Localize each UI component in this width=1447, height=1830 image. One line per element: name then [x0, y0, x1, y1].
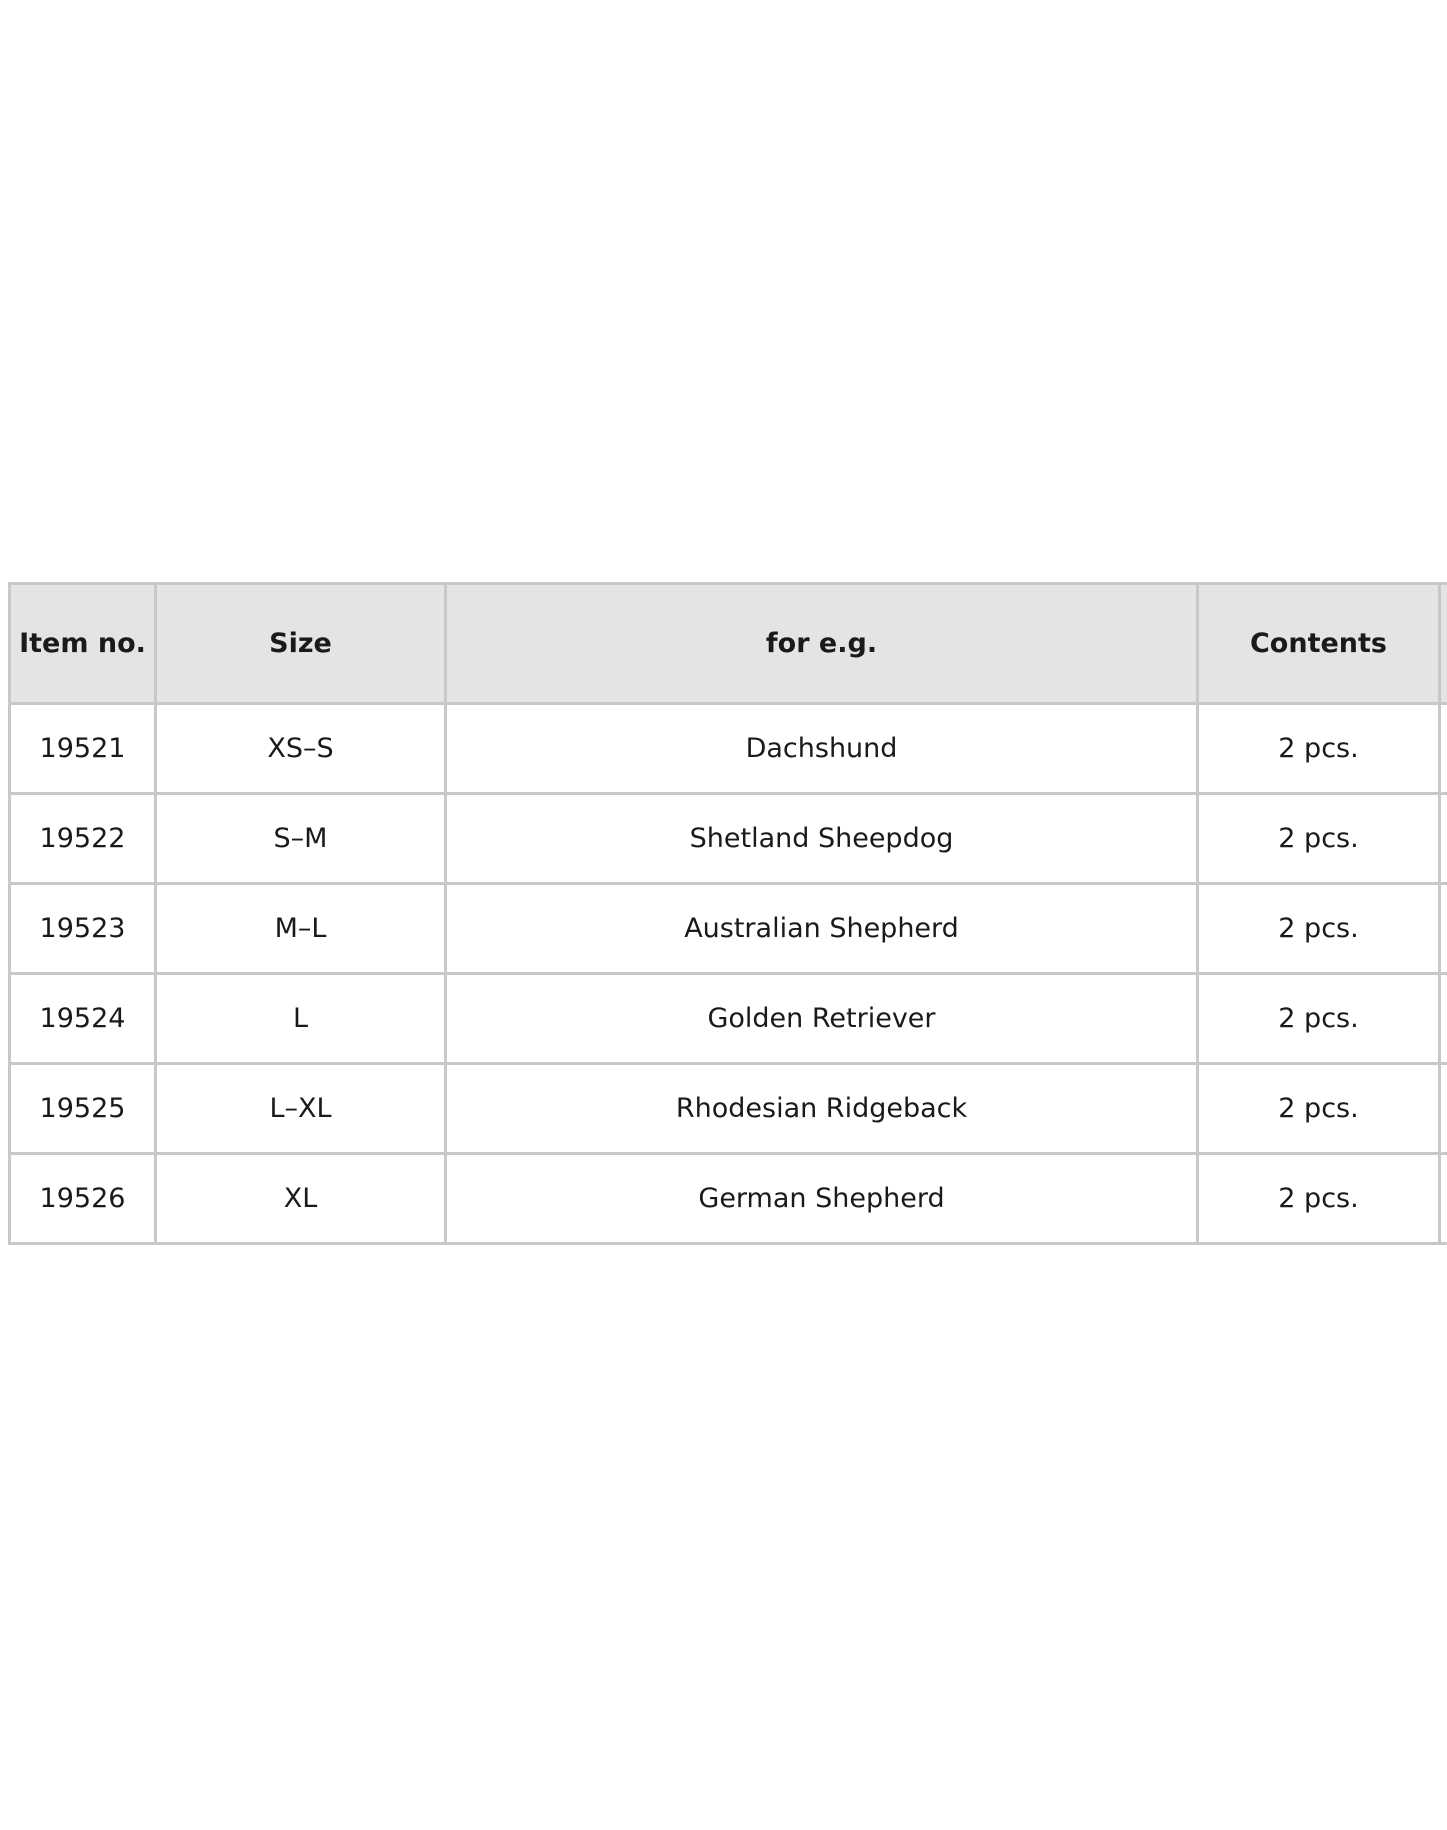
header-size: Size — [156, 584, 446, 704]
cell-size: L — [156, 974, 446, 1064]
cell-breed: Golden Retriever — [446, 974, 1198, 1064]
cell-contents: 2 pcs. — [1198, 704, 1440, 794]
cell-item-no: 19523 — [10, 884, 156, 974]
table-header-row — [10, 584, 1447, 704]
cell-contents: 2 pcs. — [1198, 1154, 1440, 1244]
cell-breed: German Shepherd — [446, 1154, 1198, 1244]
cell-extra — [1440, 974, 1447, 1064]
cell-breed: Dachshund — [446, 704, 1198, 794]
cell-size: XS–S — [156, 704, 446, 794]
table-row — [10, 794, 1447, 884]
cell-extra — [1440, 1154, 1447, 1244]
cell-size: S–M — [156, 794, 446, 884]
cell-contents: 2 pcs. — [1198, 1064, 1440, 1154]
cell-item-no: 19526 — [10, 1154, 156, 1244]
cell-breed: Rhodesian Ridgeback — [446, 1064, 1198, 1154]
cell-extra — [1440, 794, 1447, 884]
table-row — [10, 974, 1447, 1064]
cell-item-no: 19524 — [10, 974, 156, 1064]
cell-breed: Shetland Sheepdog — [446, 794, 1198, 884]
cell-size: L–XL — [156, 1064, 446, 1154]
product-size-table-container — [8, 582, 1447, 1245]
cell-contents: 2 pcs. — [1198, 974, 1440, 1064]
cell-item-no: 19521 — [10, 704, 156, 794]
cell-item-no: 19522 — [10, 794, 156, 884]
cell-breed: Australian Shepherd — [446, 884, 1198, 974]
table-row — [10, 1154, 1447, 1244]
cell-extra — [1440, 1064, 1447, 1154]
header-contents: Contents — [1198, 584, 1440, 704]
header-extra-column — [1440, 584, 1447, 704]
cell-size: M–L — [156, 884, 446, 974]
cell-size: XL — [156, 1154, 446, 1244]
cell-extra — [1440, 884, 1447, 974]
cell-item-no: 19525 — [10, 1064, 156, 1154]
table-row — [10, 704, 1447, 794]
product-size-table — [8, 582, 1447, 1245]
table-row — [10, 884, 1447, 974]
cell-contents: 2 pcs. — [1198, 794, 1440, 884]
header-for-eg: for e.g. — [446, 584, 1198, 704]
cell-contents: 2 pcs. — [1198, 884, 1440, 974]
header-item-no: Item no. — [10, 584, 156, 704]
table-row — [10, 1064, 1447, 1154]
cell-extra — [1440, 704, 1447, 794]
